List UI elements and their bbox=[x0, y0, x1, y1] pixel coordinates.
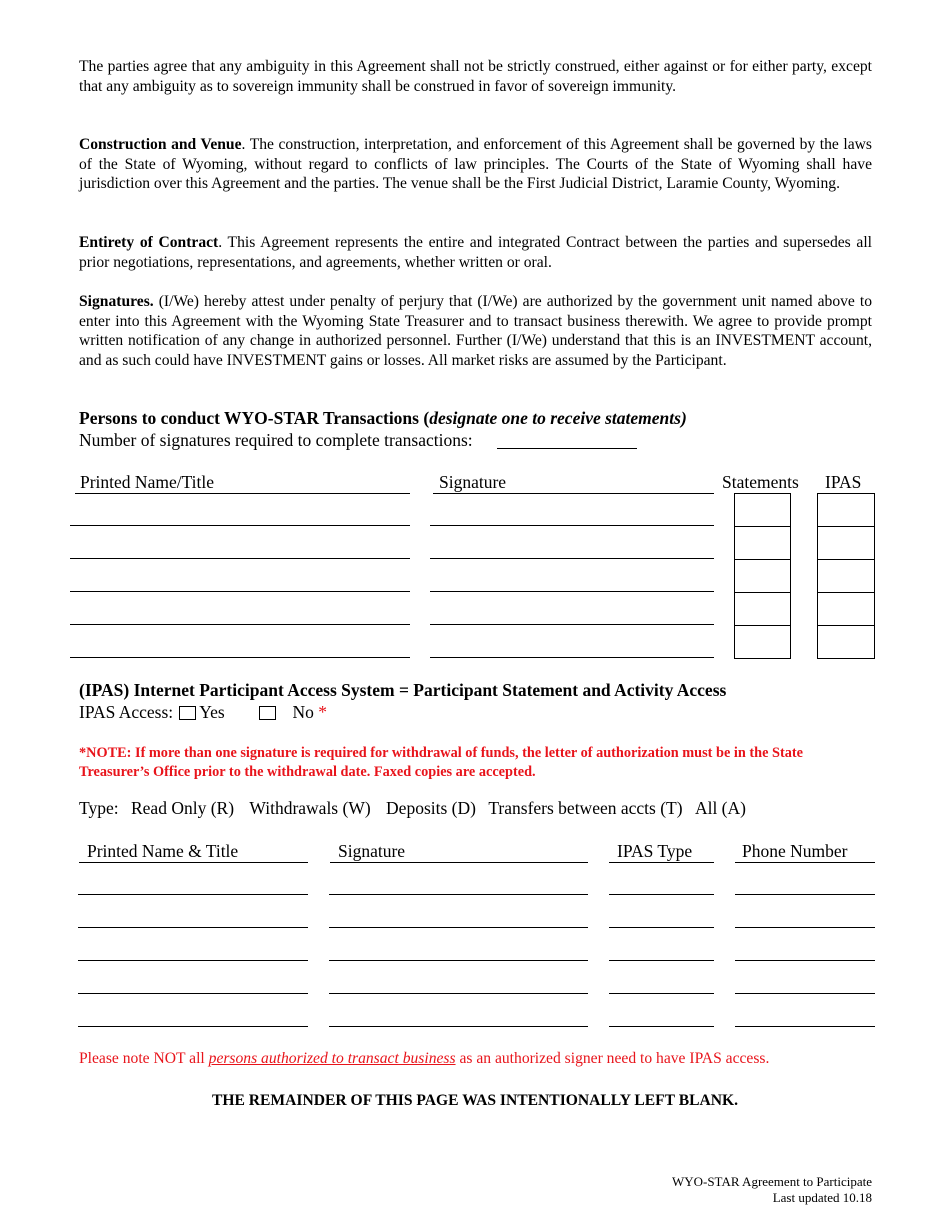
ipas-phone-field[interactable] bbox=[735, 894, 875, 895]
ipas-col-signature: Signature bbox=[338, 841, 406, 861]
ipas-type-row bbox=[79, 798, 746, 819]
person-signature-field[interactable] bbox=[430, 624, 714, 625]
statements-checkbox[interactable] bbox=[734, 493, 791, 527]
signatures-heading: Signatures. bbox=[79, 293, 154, 310]
ipas-phone-field[interactable] bbox=[735, 993, 875, 994]
persons-section-title bbox=[79, 408, 687, 429]
ipas-type-header-underline bbox=[609, 862, 714, 863]
entirety-paragraph bbox=[79, 233, 872, 272]
type-read-only: Read Only (R) bbox=[130, 798, 235, 818]
ipas-access-row bbox=[79, 702, 327, 723]
statements-checkbox[interactable] bbox=[734, 625, 791, 659]
ipas-name-field[interactable] bbox=[78, 960, 308, 961]
ipas-type-field[interactable] bbox=[609, 960, 714, 961]
signatures-required-field[interactable] bbox=[497, 448, 637, 449]
person-name-field[interactable] bbox=[70, 657, 410, 658]
ipas-signature-header-underline bbox=[330, 862, 588, 863]
col-ipas: IPAS bbox=[825, 472, 862, 492]
ipas-name-field[interactable] bbox=[78, 894, 308, 895]
person-name-field[interactable] bbox=[70, 591, 410, 592]
ipas-signature-field[interactable] bbox=[329, 993, 588, 994]
entirety-text: . This Agreement represents the entire and integrated Contract between the parties and supersedes all prior negotiations, representations, and agreements, whether written or oral. bbox=[79, 234, 872, 271]
ipas-type-field[interactable] bbox=[609, 993, 714, 994]
entirety-heading: Entirety of Contract bbox=[79, 234, 219, 251]
ipas-type-field[interactable] bbox=[609, 1026, 714, 1027]
ipas-signature-field[interactable] bbox=[329, 960, 588, 961]
ipas-phone-field[interactable] bbox=[735, 1026, 875, 1027]
ipas-checkbox[interactable] bbox=[817, 526, 875, 560]
type-label: Type: bbox=[79, 798, 119, 818]
ipas-yes-checkbox[interactable] bbox=[179, 706, 196, 720]
statements-checkbox[interactable] bbox=[734, 592, 791, 626]
type-deposits: Deposits (D) bbox=[386, 798, 476, 818]
ipas-phone-field[interactable] bbox=[735, 927, 875, 928]
ipas-phone-header-underline bbox=[735, 862, 875, 863]
statements-checkbox[interactable] bbox=[734, 559, 791, 593]
ambiguity-paragraph: The parties agree that any ambiguity in this Agreement shall not be strictly construed, either against or for either party, except that any ambiguity as to sovereign immunity shall be construed in favor of sovereign immunity. bbox=[79, 58, 872, 95]
bottom-note bbox=[79, 1049, 872, 1069]
ipas-no-checkbox[interactable] bbox=[259, 706, 276, 720]
ipas-name-header-underline bbox=[79, 862, 308, 863]
person-name-field[interactable] bbox=[70, 525, 410, 526]
page-footer bbox=[672, 1174, 872, 1206]
ipas-type-field[interactable] bbox=[609, 894, 714, 895]
bottom-note-after: as an authorized signer need to have IPAS access. bbox=[455, 1050, 770, 1067]
signatures-required-label: Number of signatures required to complete transactions: bbox=[79, 430, 473, 450]
statements-checkbox[interactable] bbox=[734, 526, 791, 560]
ipas-signature-field[interactable] bbox=[329, 1026, 588, 1027]
construction-venue-text: . The construction, interpretation, and enforcement of this Agreement shall be governed by the laws of the State of Wyoming, without regard to conflicts of law principles. The Courts of the State of Wyoming shall have jurisdiction over this Agreement and the parties. The venue shall be the First Judicial District, Laramie County, Wyoming. bbox=[79, 136, 872, 193]
person-signature-field[interactable] bbox=[430, 525, 714, 526]
person-name-field[interactable] bbox=[70, 558, 410, 559]
ipas-no-asterisk: * bbox=[318, 702, 328, 722]
ipas-yes-label: Yes bbox=[199, 702, 225, 722]
ipas-signature-field[interactable] bbox=[329, 927, 588, 928]
persons-title-italic: designate one to receive statements) bbox=[429, 408, 687, 428]
signature-header-underline bbox=[433, 493, 714, 494]
remainder-blank-notice: THE REMAINDER OF THIS PAGE WAS INTENTIONALLY LEFT BLANK. bbox=[211, 1092, 739, 1109]
construction-venue-heading: Construction and Venue bbox=[79, 136, 242, 153]
ipas-checkbox[interactable] bbox=[817, 493, 875, 527]
type-transfers: Transfers between accts (T) bbox=[488, 798, 683, 818]
ipas-type-field[interactable] bbox=[609, 927, 714, 928]
col-signature: Signature bbox=[439, 472, 507, 492]
signatures-paragraph bbox=[79, 292, 872, 370]
person-signature-field[interactable] bbox=[430, 591, 714, 592]
footer-title: WYO-STAR Agreement to Participate bbox=[671, 1174, 872, 1189]
person-signature-field[interactable] bbox=[430, 558, 714, 559]
construction-venue-paragraph bbox=[79, 135, 872, 194]
person-name-field[interactable] bbox=[70, 624, 410, 625]
ipas-phone-field[interactable] bbox=[735, 960, 875, 961]
ipas-checkbox[interactable] bbox=[817, 559, 875, 593]
signatures-text: (I/We) hereby attest under penalty of perjury that (I/We) are authorized by the government unit named above to enter into this Agreement with the Wyoming State Treasurer and to transact business therewith. We agree to provide prompt written notification of any change in authorized personnel. Further (I/We) understand that this is an INVESTMENT account, and as such could have INVESTMENT gains or losses. All market risks are assumed by the Participant. bbox=[79, 293, 872, 369]
bottom-note-before: Please note NOT all bbox=[79, 1050, 209, 1067]
ipas-name-field[interactable] bbox=[78, 927, 308, 928]
ipas-name-field[interactable] bbox=[78, 1026, 308, 1027]
bottom-note-link: persons authorized to transact business bbox=[208, 1050, 456, 1067]
ipas-note: *NOTE: If more than one signature is required for withdrawal of funds, the letter of authorization must be in the State Treasurer’s Office prior to the withdrawal date. Faxed copies are accepted. bbox=[79, 745, 803, 780]
ipas-col-type: IPAS Type bbox=[617, 841, 693, 861]
ipas-access-label: IPAS Access: bbox=[79, 702, 174, 722]
person-signature-field[interactable] bbox=[430, 657, 714, 658]
ipas-no-label: No bbox=[292, 702, 314, 722]
ipas-col-phone: Phone Number bbox=[742, 841, 848, 861]
type-all: All (A) bbox=[694, 798, 746, 818]
ipas-checkbox[interactable] bbox=[817, 625, 875, 659]
ipas-signature-field[interactable] bbox=[329, 894, 588, 895]
ipas-section-title: (IPAS) Internet Participant Access System = Participant Statement and Activity Access bbox=[79, 680, 727, 700]
persons-title-text: Persons to conduct WYO-STAR Transactions ( bbox=[79, 408, 430, 428]
ipas-col-printed-name: Printed Name & Title bbox=[87, 841, 239, 861]
signatures-required-row bbox=[79, 430, 473, 451]
col-printed-name-title: Printed Name/Title bbox=[80, 472, 215, 492]
col-statements: Statements bbox=[722, 472, 799, 492]
footer-updated: Last updated 10.18 bbox=[772, 1190, 872, 1205]
name-header-underline bbox=[75, 493, 410, 494]
ipas-name-field[interactable] bbox=[78, 993, 308, 994]
ipas-checkbox[interactable] bbox=[817, 592, 875, 626]
type-withdrawals: Withdrawals (W) bbox=[249, 798, 371, 818]
